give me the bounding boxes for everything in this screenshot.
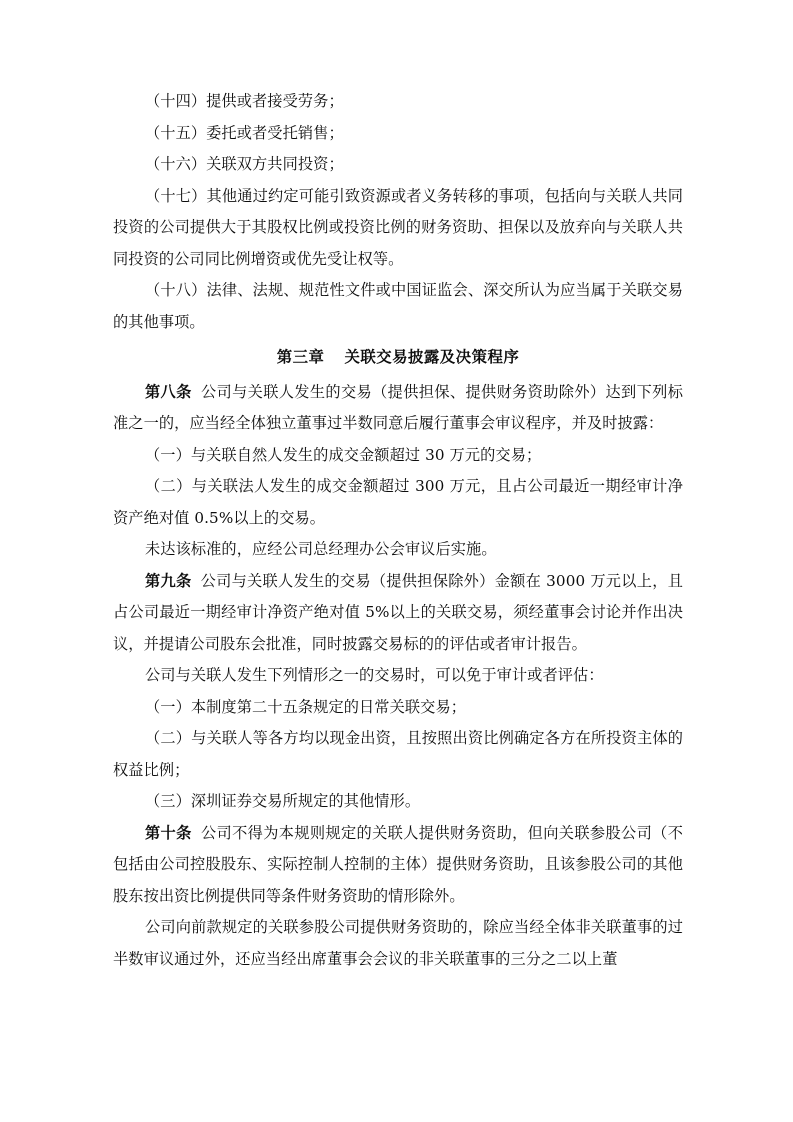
article-9-item-2: （二）与关联人等各方均以现金出资，且按照出资比例确定各方在所投资主体的权益比例；	[113, 729, 683, 779]
article-8-note: 未达该标准的，应经公司总经理办公会审议后实施。	[145, 540, 497, 558]
article-9-label: 第九条	[145, 571, 192, 590]
chapter-number: 第三章	[276, 348, 325, 366]
article-8-item-2: （二）与关联法人发生的成交金额超过 300 万元，且占公司最近一期经审计净资产绝对值 0.5%以上的交易。	[113, 477, 683, 527]
article-10-note: 公司向前款规定的关联参股公司提供财务资助的，除应当经全体非关联董事的过半数审议通过外，还应当经出席董事会会议的非关联董事的三分之二以上董	[113, 918, 683, 968]
article-10-label: 第十条	[145, 823, 192, 842]
chapter-heading	[113, 342, 683, 374]
article-9-note: 公司与关联人发生下列情形之一的交易时，可以免于审计或者评估：	[145, 666, 604, 684]
article-10	[113, 818, 683, 913]
article-10-text: 公司不得为本规则规定的关联人提供财务资助，但向关联参股公司（不包括由公司控股股东、实际控制人控制的主体）提供财务资助，且该参股公司的其他股东按出资比例提供同等条件财务资助的情形除外。	[113, 823, 683, 905]
chapter-title-text: 关联交易披露及决策程序	[344, 348, 520, 366]
document-body	[113, 86, 683, 975]
paragraph-item-14: （十四）提供或者接受劳务；	[145, 92, 344, 110]
paragraph-item-15: （十五）委托或者受托销售；	[145, 123, 344, 142]
article-9	[113, 566, 683, 661]
paragraph-item-18: （十八）法律、法规、规范性文件或中国证监会、深交所认为应当属于关联交易的其他事项。	[113, 281, 683, 331]
article-8	[113, 377, 683, 440]
article-8-item-1: （一）与关联自然人发生的成交金额超过 30 万元的交易；	[145, 445, 542, 464]
paragraph-item-16: （十六）关联双方共同投资；	[145, 155, 344, 173]
paragraph-item-17: （十七）其他通过约定可能引致资源或者义务转移的事项，包括向与关联人共同投资的公司提供大于其股权比例或投资比例的财务资助、担保以及放弃向与关联人共同投资的公司同比例增资或优先受让权等。	[113, 186, 683, 268]
article-9-item-1: （一）本制度第二十五条规定的日常关联交易；	[145, 697, 467, 716]
article-8-label: 第八条	[145, 382, 192, 401]
article-9-text: 公司与关联人发生的交易（提供担保除外）金额在 3000 万元以上，且占公司最近一期经审计净资产绝对值 5%以上的关联交易，须经董事会讨论并作出决议，并提请公司股东会批准，同时披露交易标的的评估或者审计报告。	[113, 571, 683, 653]
article-8-text: 公司与关联人发生的交易（提供担保、提供财务资助除外）达到下列标准之一的，应当经全体独立董事过半数同意后履行董事会审议程序，并及时披露：	[113, 382, 683, 432]
article-9-item-3: （三）深圳证券交易所规定的其他情形。	[145, 792, 421, 810]
